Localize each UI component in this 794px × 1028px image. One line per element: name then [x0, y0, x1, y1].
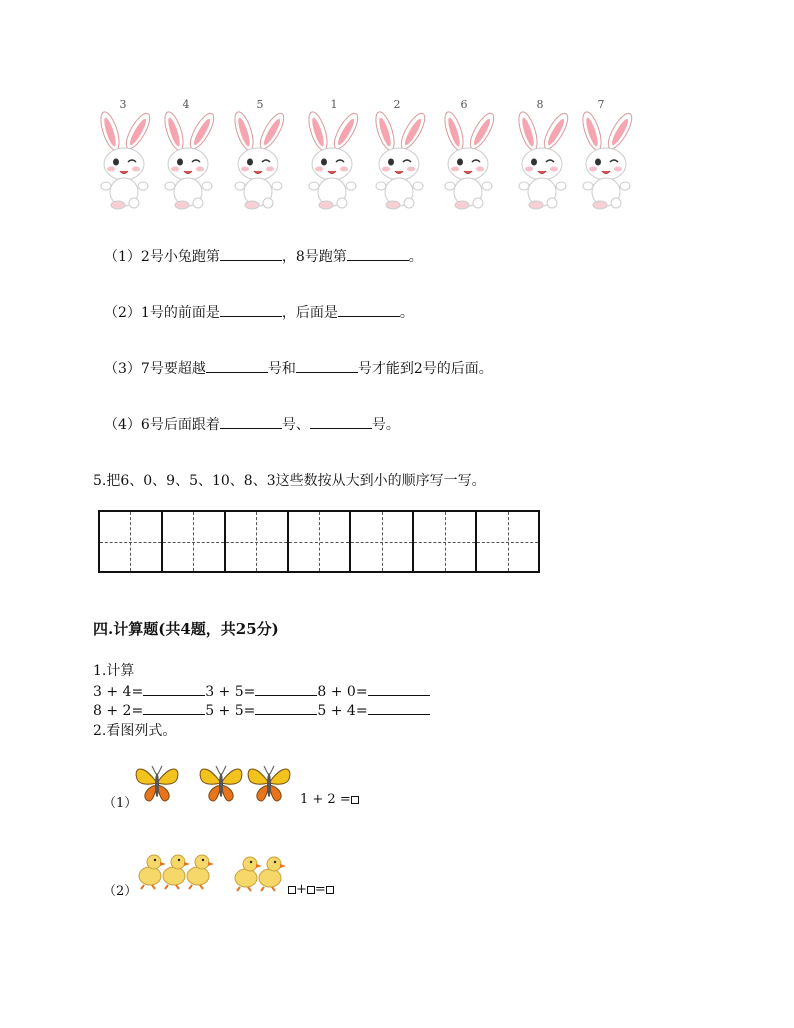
answer-blank[interactable]: [220, 246, 282, 261]
rabbit-number: 2: [393, 98, 401, 111]
answer-blank[interactable]: [220, 414, 282, 429]
rabbit-number: 1: [330, 98, 338, 111]
rabbit-illustrations: [0, 0, 794, 220]
question-2: （2）1号的前面是 ，后面是 。: [104, 302, 414, 322]
rabbit-number: 4: [182, 98, 190, 111]
answer-blank[interactable]: [143, 700, 205, 715]
calc-row: 8 + 2= 5 + 5= 5 + 4=: [93, 700, 430, 719]
grid-cell[interactable]: [226, 512, 289, 571]
answer-box[interactable]: [307, 886, 315, 894]
picture-heading: 2.看图列式。: [93, 723, 177, 739]
rabbit-number: 6: [460, 98, 468, 111]
question-number: （3）: [104, 361, 141, 377]
rabbit-number: 7: [597, 98, 605, 111]
grid-cell[interactable]: [100, 512, 163, 571]
grid-cell[interactable]: [414, 512, 477, 571]
answer-blank[interactable]: [347, 246, 409, 261]
section-title: 四.计算题(共4题，共25分): [93, 620, 279, 638]
duckling-illustrations: [130, 850, 290, 892]
question-3: （3）7号要超越 号和 号才能到2号的后面。: [104, 358, 493, 378]
calc-row: 3 + 4= 3 + 5= 8 + 0=: [93, 681, 430, 700]
answer-blank[interactable]: [338, 302, 400, 317]
rabbit-number: 8: [536, 98, 544, 111]
grid-cell[interactable]: [351, 512, 414, 571]
question-number: （2）: [104, 305, 141, 321]
answer-blank[interactable]: [255, 700, 317, 715]
answer-blank[interactable]: [368, 700, 430, 715]
question-number: （4）: [104, 417, 141, 433]
answer-blank[interactable]: [310, 414, 372, 429]
question-4: （4）6号后面跟着 号、 号。: [104, 414, 400, 434]
picture-item-1-label: （1）: [103, 796, 138, 811]
answer-blank[interactable]: [220, 302, 282, 317]
answer-box[interactable]: [326, 886, 334, 894]
answer-blank[interactable]: [206, 358, 268, 373]
question-number: （1）: [104, 249, 141, 265]
grid-cell[interactable]: [163, 512, 226, 571]
answer-blank[interactable]: [368, 681, 430, 696]
writing-grid: [98, 510, 540, 573]
answer-box[interactable]: [351, 796, 359, 804]
butterfly-illustrations: [125, 757, 305, 807]
question-5-text: 5.把6、0、9、5、10、8、3这些数按从大到小的顺序写一写。: [93, 473, 486, 489]
grid-cell[interactable]: [289, 512, 352, 571]
rabbit-number: 5: [256, 98, 264, 111]
grid-cell[interactable]: [477, 512, 538, 571]
answer-blank[interactable]: [296, 358, 358, 373]
answer-blank[interactable]: [255, 681, 317, 696]
picture-item-1-equation: 1 + 2 =: [300, 792, 359, 807]
answer-blank[interactable]: [143, 681, 205, 696]
picture-item-2-equation: + =: [288, 882, 334, 897]
question-1: （1）2号小兔跑第 ，8号跑第 。: [104, 246, 423, 266]
rabbit-number: 3: [119, 98, 127, 111]
picture-item-2-label: （2）: [103, 884, 138, 899]
calc-heading: 1.计算: [93, 663, 135, 679]
answer-box[interactable]: [288, 886, 296, 894]
